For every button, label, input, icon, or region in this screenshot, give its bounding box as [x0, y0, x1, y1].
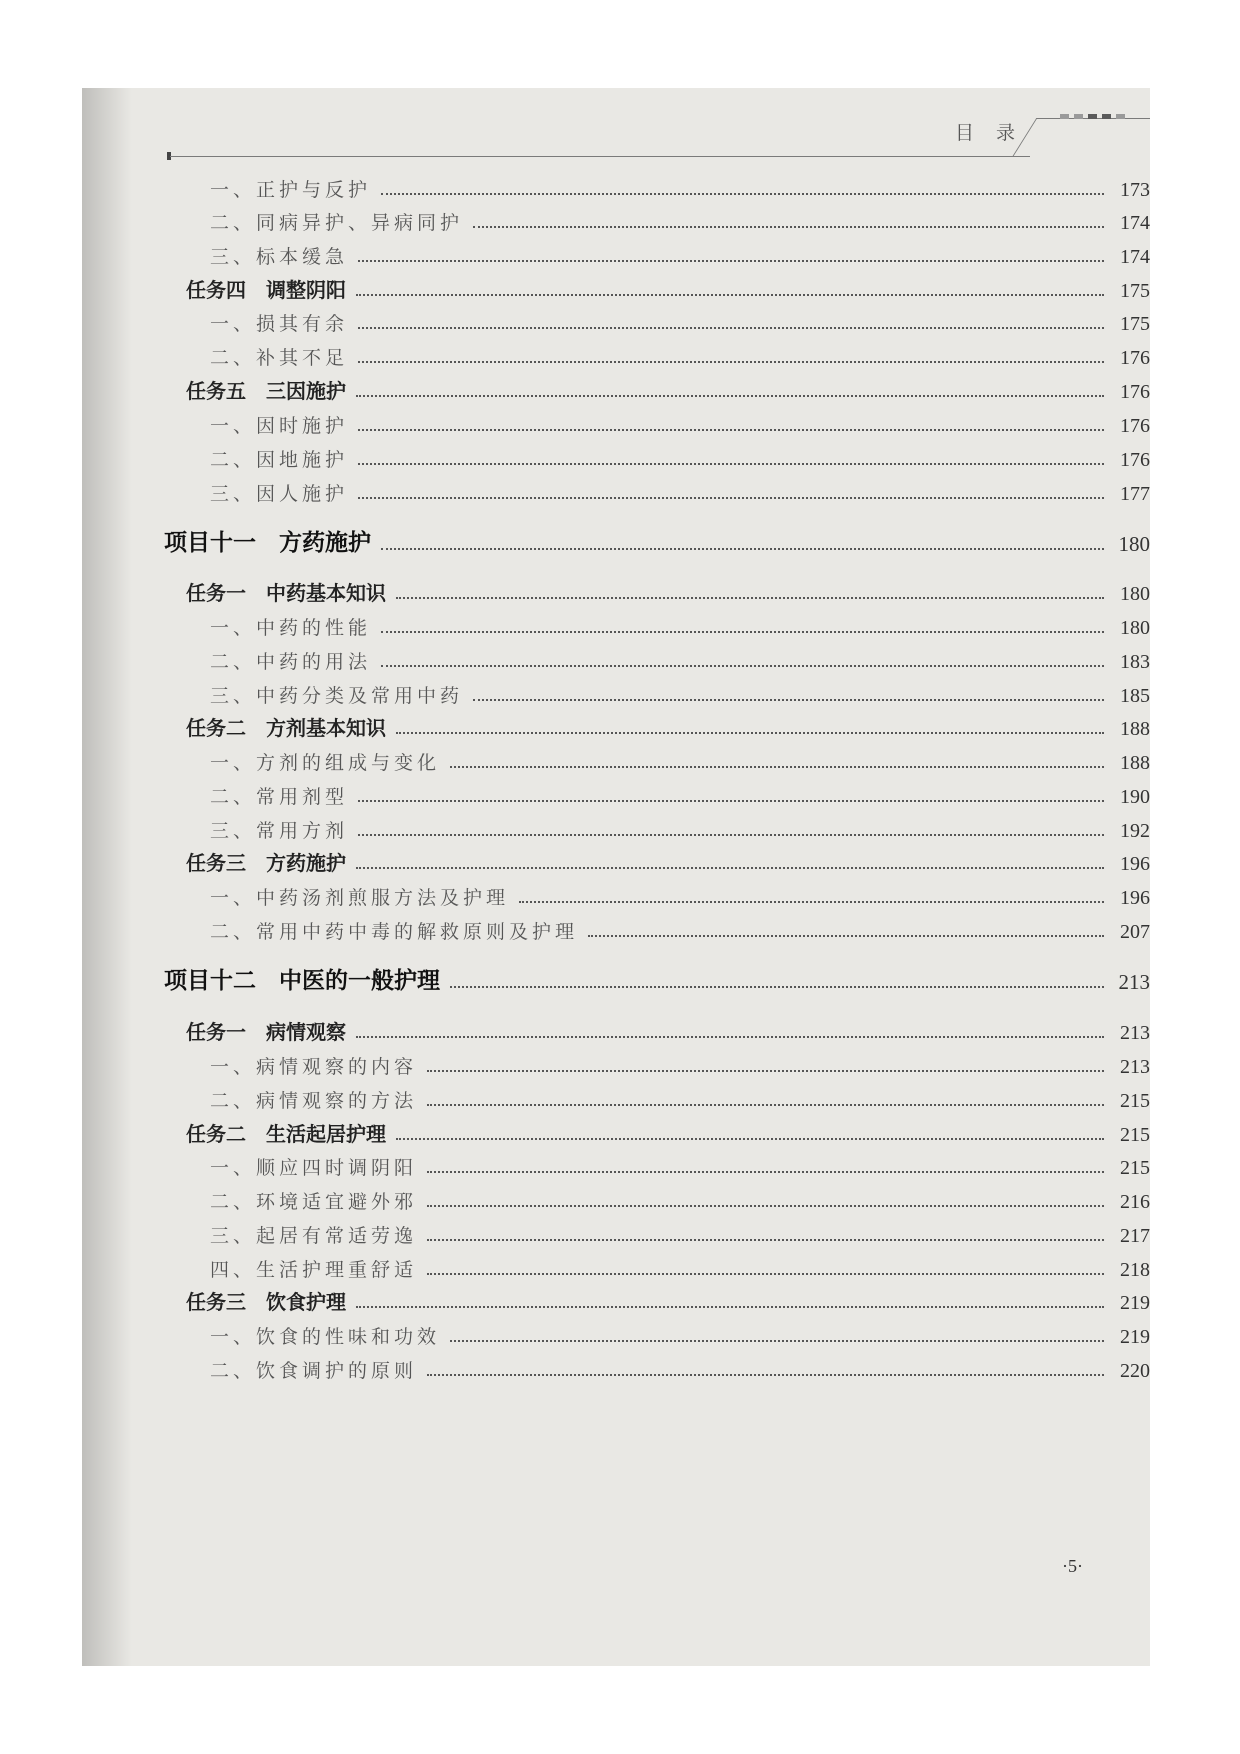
dot-leader	[358, 834, 1104, 836]
toc-entry	[82, 1283, 1150, 1315]
toc-entry-label: 二、补其不足	[210, 347, 349, 369]
dot-leader	[358, 800, 1104, 802]
toc-entry-page: 180	[1120, 617, 1150, 639]
toc-entry-page: 213	[1120, 1022, 1150, 1044]
toc-entry-label: 一、方剂的组成与变化	[210, 752, 441, 774]
toc-entry-page: 174	[1120, 212, 1150, 234]
toc-entry-page: 213	[1120, 1056, 1150, 1078]
toc-entry	[82, 203, 1150, 235]
dot-leader	[427, 1171, 1104, 1173]
toc-entry-page: 188	[1120, 718, 1150, 740]
toc-entry-label: 一、顺应四时调阴阳	[210, 1157, 418, 1179]
dot-leader	[450, 986, 1104, 988]
toc-entry-label: 二、饮食调护的原则	[210, 1360, 418, 1382]
toc-entry	[82, 1148, 1150, 1180]
toc-entry-page: 173	[1120, 179, 1150, 201]
dot-leader	[427, 1273, 1104, 1275]
toc-entry-label: 三、中药分类及常用中药	[210, 685, 464, 707]
toc-entry-label: 二、病情观察的方法	[210, 1090, 418, 1112]
toc-entry-label: 三、常用方剂	[210, 820, 349, 842]
toc-entry-page: 176	[1120, 449, 1150, 471]
dot-leader	[450, 1340, 1104, 1342]
toc-entry-page: 218	[1120, 1259, 1150, 1281]
toc-entry-label: 任务一 病情观察	[186, 1020, 346, 1044]
toc-entry-label: 三、起居有常适劳逸	[210, 1225, 418, 1247]
dot-leader	[358, 463, 1104, 465]
toc-entry-page: 190	[1120, 786, 1150, 808]
toc-entry	[82, 1216, 1150, 1248]
toc-entry	[82, 912, 1150, 944]
toc-entry	[82, 170, 1150, 202]
toc-entry-label: 一、中药的性能	[210, 617, 372, 639]
toc-entry-page: 176	[1120, 381, 1150, 403]
toc-entry-label: 一、中药汤剂煎服方法及护理	[210, 887, 510, 909]
toc-entry	[82, 878, 1150, 910]
toc-entry-page: 175	[1120, 313, 1150, 335]
toc-entry-label: 二、环境适宜避外邪	[210, 1191, 418, 1213]
toc-entry-page: 215	[1120, 1124, 1150, 1146]
toc-entry-page: 219	[1120, 1292, 1150, 1314]
toc-entry	[82, 574, 1150, 606]
dot-leader	[450, 766, 1104, 768]
dot-leader	[473, 226, 1104, 228]
dot-leader	[588, 935, 1104, 937]
toc-entry	[82, 406, 1150, 438]
toc-entry-page: 220	[1120, 1360, 1150, 1382]
header-rule	[170, 156, 1030, 157]
toc-entry-label: 任务五 三因施护	[186, 379, 346, 403]
toc-entry-page: 207	[1120, 921, 1150, 943]
toc-entry	[82, 1351, 1150, 1383]
toc-entry-page: 180	[1118, 532, 1150, 556]
toc-entry-label: 一、病情观察的内容	[210, 1056, 418, 1078]
toc-entry-label: 项目十二 中医的一般护理	[164, 967, 440, 994]
toc-entry-page: 174	[1120, 246, 1150, 268]
toc-entry	[82, 338, 1150, 370]
toc-entry-label: 一、因时施护	[210, 415, 349, 437]
dot-leader	[519, 901, 1104, 903]
toc-entry-page: 176	[1120, 415, 1150, 437]
toc-entry-label: 任务二 方剂基本知识	[186, 716, 386, 740]
toc-entry	[82, 304, 1150, 336]
toc-entry	[82, 440, 1150, 472]
toc-entry	[82, 1250, 1150, 1282]
dot-leader	[427, 1374, 1104, 1376]
toc-entry-label: 三、标本缓急	[210, 246, 349, 268]
toc-entry	[82, 811, 1150, 843]
toc-entry	[82, 1013, 1150, 1045]
toc-entry-page: 196	[1120, 887, 1150, 909]
toc-entry-label: 二、因地施护	[210, 449, 349, 471]
header-hook	[1012, 118, 1097, 157]
toc-entry-label: 一、正护与反护	[210, 179, 372, 201]
dot-leader	[358, 327, 1104, 329]
toc-entry-page: 188	[1120, 752, 1150, 774]
toc-entry	[82, 237, 1150, 269]
toc-entry-page: 196	[1120, 853, 1150, 875]
dot-leader	[396, 1138, 1104, 1140]
dot-leader	[381, 193, 1104, 195]
toc-entry	[82, 963, 1150, 995]
toc-entry	[82, 1317, 1150, 1349]
toc-entry-label: 三、因人施护	[210, 483, 349, 505]
toc-entry-label: 二、常用剂型	[210, 786, 349, 808]
toc-entry	[82, 844, 1150, 876]
toc-entry	[82, 474, 1150, 506]
toc-entry	[82, 372, 1150, 404]
toc-entry	[82, 709, 1150, 741]
toc-entry-page: 215	[1120, 1157, 1150, 1179]
toc-entry-page: 219	[1120, 1326, 1150, 1348]
toc-entry-label: 一、饮食的性味和功效	[210, 1326, 441, 1348]
book-page	[82, 88, 1150, 1666]
toc-entry-label: 二、常用中药中毒的解救原则及护理	[210, 921, 579, 943]
toc-entry	[82, 676, 1150, 708]
toc-entry	[82, 743, 1150, 775]
toc-entry-label: 任务三 饮食护理	[186, 1290, 346, 1314]
dot-leader	[356, 1036, 1104, 1038]
toc-entry-page: 185	[1120, 685, 1150, 707]
toc-entry	[82, 1115, 1150, 1147]
dot-leader	[473, 699, 1104, 701]
header-title: 目 录	[955, 122, 1024, 144]
toc-entry-label: 二、中药的用法	[210, 651, 372, 673]
toc-entry	[82, 525, 1150, 557]
dot-leader	[396, 597, 1104, 599]
toc-entry	[82, 1047, 1150, 1079]
dot-leader	[381, 548, 1104, 550]
toc-entry	[82, 1081, 1150, 1113]
dot-leader	[358, 429, 1104, 431]
toc-entry	[82, 271, 1150, 303]
dot-leader	[356, 395, 1104, 397]
dot-leader	[427, 1104, 1104, 1106]
toc-entry-page: 183	[1120, 651, 1150, 673]
dot-leader	[427, 1239, 1104, 1241]
header-ornament	[1060, 114, 1125, 119]
toc-entry-page: 177	[1120, 483, 1150, 505]
toc-entry-page: 216	[1120, 1191, 1150, 1213]
toc-entry-label: 二、同病异护、异病同护	[210, 212, 464, 234]
dot-leader	[381, 665, 1104, 667]
dot-leader	[427, 1205, 1104, 1207]
toc-entry	[82, 777, 1150, 809]
toc-entry-label: 任务四 调整阴阳	[186, 278, 346, 302]
toc-entry-label: 一、损其有余	[210, 313, 349, 335]
toc-entry-page: 215	[1120, 1090, 1150, 1112]
toc-entry-label: 任务二 生活起居护理	[186, 1122, 386, 1146]
toc-entry-page: 192	[1120, 820, 1150, 842]
toc-entry-page: 175	[1120, 280, 1150, 302]
toc-entry-page: 213	[1118, 970, 1150, 994]
toc-entry-page: 180	[1120, 583, 1150, 605]
dot-leader	[396, 732, 1104, 734]
dot-leader	[381, 631, 1104, 633]
dot-leader	[356, 294, 1104, 296]
toc-entry-label: 项目十一 方药施护	[164, 529, 371, 556]
toc-entry	[82, 642, 1150, 674]
toc-entry-label: 任务三 方药施护	[186, 851, 346, 875]
dot-leader	[358, 497, 1104, 499]
page-number: ·5·	[1062, 1556, 1083, 1576]
toc-entry-label: 任务一 中药基本知识	[186, 581, 386, 605]
toc-entry-label: 四、生活护理重舒适	[210, 1259, 418, 1281]
dot-leader	[358, 260, 1104, 262]
toc-entry	[82, 608, 1150, 640]
toc-entry	[82, 1182, 1150, 1214]
toc-entry-page: 217	[1120, 1225, 1150, 1247]
dot-leader	[358, 361, 1104, 363]
toc-entry-page: 176	[1120, 347, 1150, 369]
dot-leader	[427, 1070, 1104, 1072]
dot-leader	[356, 1306, 1104, 1308]
dot-leader	[356, 867, 1104, 869]
